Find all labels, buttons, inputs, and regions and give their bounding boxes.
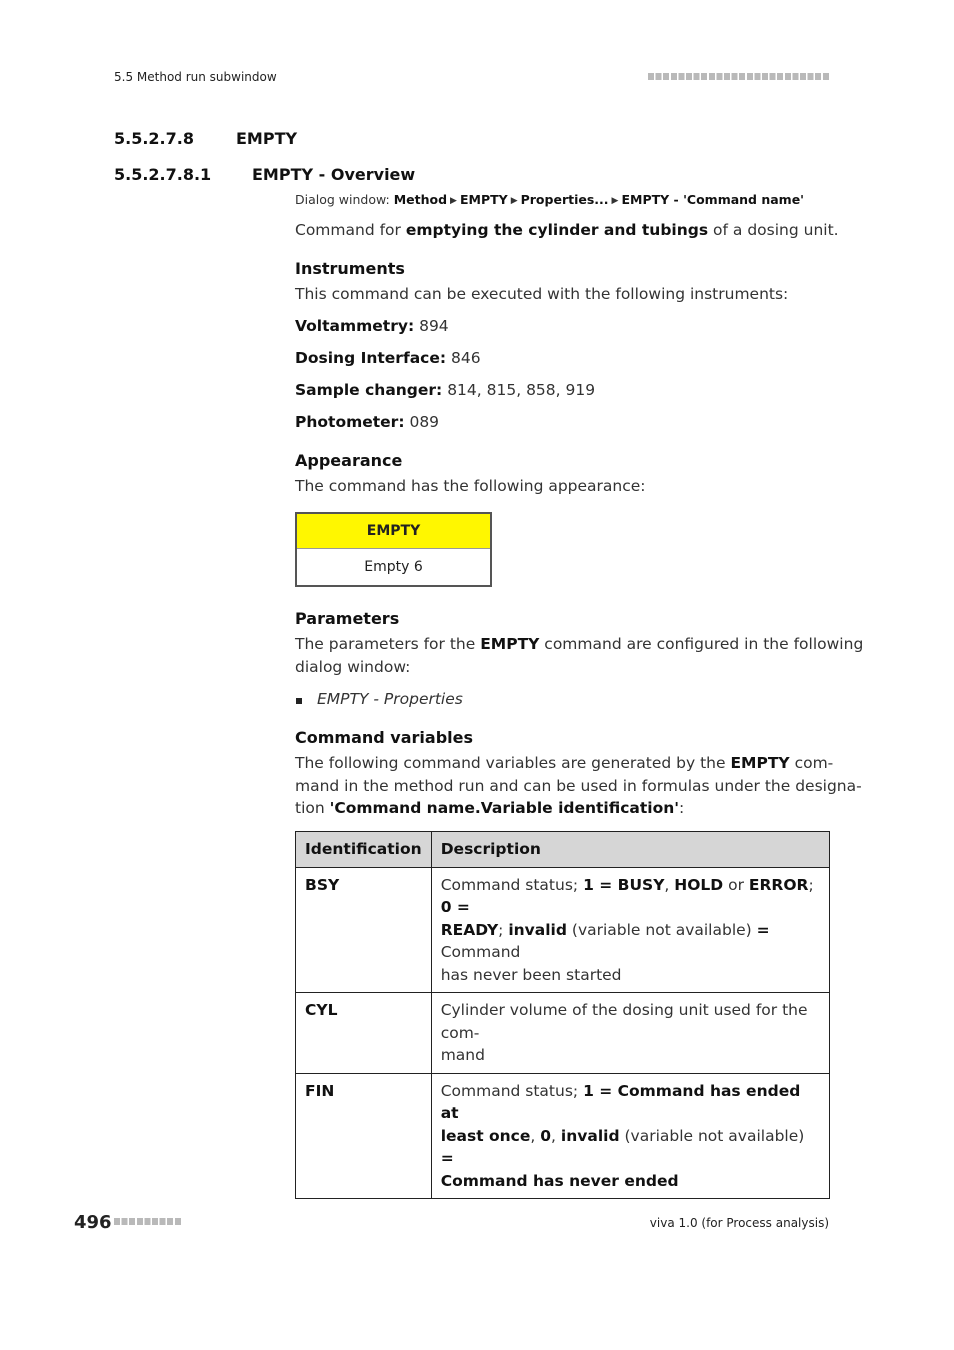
command-variables-table bbox=[295, 831, 830, 1199]
command-box-name: Empty 6 bbox=[364, 559, 423, 575]
path-arrow-icon: ▶ bbox=[611, 196, 619, 206]
variable-id: CYL bbox=[296, 993, 432, 1074]
path-arrow-icon: ▶ bbox=[450, 196, 457, 206]
instrument-item: Voltammetry: 894 bbox=[295, 317, 449, 335]
heading-2-number: 5.5.2.7.8.1 bbox=[114, 165, 212, 184]
instrument-item: Sample changer: 814, 815, 858, 919 bbox=[295, 381, 596, 399]
variable-description: Cylinder volume of the dosing unit used for the com- mand bbox=[431, 993, 829, 1074]
path-arrow-icon: ▶ bbox=[510, 196, 518, 206]
variable-id: BSY bbox=[296, 867, 432, 993]
bullet-icon bbox=[296, 698, 302, 704]
dialog-path-prefix: Dialog window: bbox=[295, 192, 394, 207]
footer-decoration bbox=[114, 1218, 182, 1225]
parameters-text: The parameters for the EMPTY command are configured in the following dialog window: bbox=[295, 635, 864, 676]
dialog-path-step: EMPTY - 'Command name' bbox=[621, 192, 805, 207]
variable-description: Command status; 1 = BUSY, HOLD or ERROR; 0 = READY; invalid (variable not available) = Command has never been started bbox=[431, 867, 829, 993]
heading-1-title: EMPTY bbox=[236, 129, 298, 148]
dialog-path-step: Properties... bbox=[520, 192, 609, 207]
appearance-text: The command has the following appearance: bbox=[295, 477, 646, 495]
command-appearance-box bbox=[295, 512, 492, 587]
command-box-title: EMPTY bbox=[297, 514, 490, 549]
table-header-identification: Identification bbox=[296, 832, 432, 868]
table-header-description: Description bbox=[431, 832, 829, 868]
variable-id: FIN bbox=[296, 1073, 432, 1199]
footer-product: viva 1.0 (for Process analysis) bbox=[649, 1216, 829, 1230]
table-header-row bbox=[296, 832, 830, 868]
table-row bbox=[296, 867, 830, 993]
variable-description: Command status; 1 = Command has ended at least once, 0, invalid (variable not available) = Command has never ended bbox=[431, 1073, 829, 1199]
instrument-item: Dosing Interface: 846 bbox=[295, 349, 481, 367]
dialog-path bbox=[295, 192, 804, 207]
dialog-path-step: EMPTY bbox=[459, 192, 508, 207]
instruments-text: This command can be executed with the following instruments: bbox=[295, 285, 789, 303]
heading-1-number: 5.5.2.7.8 bbox=[114, 129, 194, 148]
appearance-title: Appearance bbox=[295, 451, 403, 470]
page-number: 496 bbox=[74, 1212, 112, 1233]
header-decoration bbox=[648, 73, 829, 80]
dialog-path-step: Method bbox=[393, 192, 448, 207]
parameters-title: Parameters bbox=[295, 609, 400, 628]
heading-2-title: EMPTY - Overview bbox=[252, 165, 416, 184]
parameters-dialog-link: EMPTY - Properties bbox=[317, 690, 463, 708]
instruments-title: Instruments bbox=[295, 259, 405, 278]
table-row bbox=[296, 993, 830, 1074]
table-row bbox=[296, 1073, 830, 1199]
instrument-item: Photometer: 089 bbox=[295, 413, 440, 431]
running-header-section: 5.5 Method run subwindow bbox=[114, 70, 277, 84]
intro-text: Command for emptying the cylinder and tubings of a dosing unit. bbox=[295, 221, 839, 239]
command-variables-text: The following command variables are generated by the EMPTY com- mand in the method run and can be used in formulas under the designa- tion 'Command name.Variable identification': bbox=[295, 754, 862, 817]
command-variables-title: Command variables bbox=[295, 728, 473, 747]
